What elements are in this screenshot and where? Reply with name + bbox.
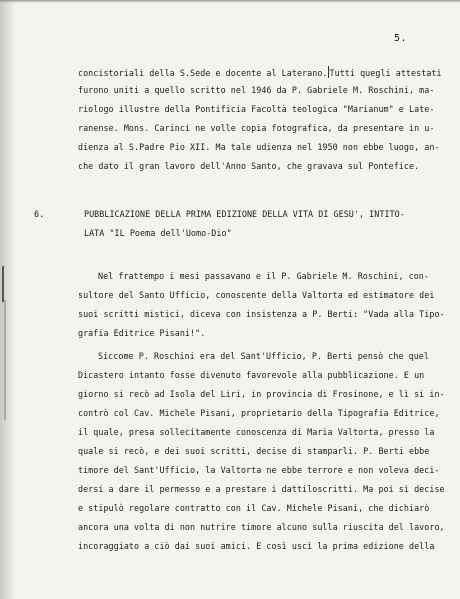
text-line: dersi a dare il permesso e a prestare i dattiloscritti. Ma poi si decise: [78, 484, 445, 494]
text-line: concistoriali della S.Sede e docente al Laterano. Tutti quegli attestati: [78, 68, 442, 78]
text-line: contrò col Cav. Michele Pisani, proprietario della Tipografia Editrice,: [78, 408, 440, 418]
text-line: riologo illustre della Pontificia Facoltà teologica "Marianum" e Late-: [78, 104, 435, 114]
text-line: furono uniti a quello scritto nel 1946 da P. Gabriele M. Roschini, ma-: [78, 85, 435, 95]
section-title: PUBBLICAZIONE DELLA PRIMA EDIZIONE DELLA VITA DI GESU', INTITO-: [84, 209, 405, 219]
text-line: e stipulò regolare contratto con il Cav. Michele Pisani, che dichiarò: [78, 503, 430, 513]
margin-bracket: [328, 66, 329, 78]
scan-top-edge: [0, 0, 460, 3]
text-line: timore del Sant'Ufficio, la Valtorta ne ebbe terrore e non voleva deci-: [78, 465, 440, 475]
text-line: Siccome P. Roschini era del Sant'Ufficio, P. Berti pensò che quel: [98, 351, 429, 361]
text-line: grafia Editrice Pisani!".: [78, 328, 206, 338]
text-line: Nel frattempo i mesi passavano e il P. Gabriele M. Roschini, con-: [98, 271, 429, 281]
text-line: giorno si recò ad Isola del Liri, in provincia di Frosinone, e lì si in-: [78, 389, 445, 399]
text-line: incoraggiato a ciò dai suoi amici. E così uscì la prima edizione della: [78, 541, 435, 551]
text-line: suoi scritti mistici, diceva con insistenza a P. Berti: "Vada alla Tipo-: [78, 309, 445, 319]
text-line: ranense. Mons. Carinci ne volle copia fotografica, da presentare in u-: [78, 123, 435, 133]
page-number: 5.: [394, 33, 408, 44]
text-line: sultore del Santo Ufficio, conoscente della Valtorta ed estimatore dei: [78, 290, 435, 300]
text-line: che dato il gran lavoro dell'Anno Santo, che gravava sul Pontefice.: [78, 161, 420, 171]
section-number: 6.: [34, 209, 45, 219]
text-line: Dicastero intanto fosse divenuto favorevole alla pubblicazione. E un: [78, 370, 425, 380]
text-line: il quale, presa sollecitamente conoscenza di Maria Valtorta, presso la: [78, 427, 435, 437]
text-line: dienza al S.Padre Pio XII. Ma tale udienza nel 1950 non ebbe luogo, an-: [78, 142, 440, 152]
section-title: LATA "IL Poema dell'Uomo-Dio": [84, 228, 232, 238]
text-line: ancora una volta di non nutrire timore alcuno sulla riuscita del lavoro,: [78, 522, 445, 532]
margin-shadow: [4, 300, 6, 420]
text-line: quale si recò, e dei suoi scritti, decise di stamparli. P. Berti ebbe: [78, 446, 430, 456]
